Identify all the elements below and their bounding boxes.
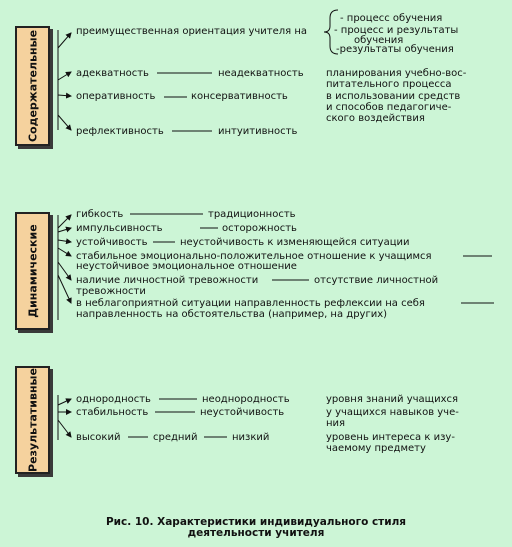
trait-text: неоднородность [202,394,290,405]
branch-arrow [58,72,71,80]
trait-text: в неблагоприятной ситуации направленность рефлексии на себя [76,298,425,309]
note-text: у учащихся навыков уче- [326,407,459,418]
trait-text: средний [153,432,198,443]
branch-arrow [58,228,71,232]
trait-text: неустойчивое эмоциональное отношение [76,261,297,272]
trait-text: стабильное эмоционально-положительное отношение к учащимся [76,251,432,262]
trait-text: устойчивость [76,237,148,248]
trait-text: неустойчивость [200,407,285,418]
branch-arrow [58,215,71,228]
note-text: ского воздействия [326,113,425,124]
trait-text: гибкость [76,209,124,220]
trait-text: традиционность [208,209,296,220]
trait-text: низкий [232,432,270,443]
branch-arrow [58,33,71,48]
note-text: и способов педагогиче- [326,102,452,113]
section-label-box [15,212,50,330]
branch-arrow [58,420,71,437]
section-label-box [15,26,50,146]
brace-item: - процесс обучения [340,13,443,24]
figure-caption: Рис. 10. Характеристики индивидуального стиля [105,516,407,528]
trait-text: консервативность [191,91,288,102]
brace-item: -результаты обучения [336,44,454,55]
trait-text: неадекватность [218,68,304,79]
brace-item: обучения [354,35,404,46]
trait-text: неустойчивость к изменяющейся ситуации [180,237,410,248]
brace-item: - процесс и результаты [334,25,459,36]
note-text: уровень интереса к изу- [326,432,455,443]
trait-text: стабильность [76,407,149,418]
trait-text: адекватность [76,68,149,79]
branch-arrow [58,399,71,405]
section-label-box [15,366,50,474]
trait-text: отсутствие личностной [314,275,439,286]
figure-caption: деятельности учителя [187,527,325,539]
trait-text: однородность [76,394,151,405]
branch-arrow [58,248,71,256]
note-text: питательного процесса [326,79,452,90]
trait-text: тревожности [76,286,146,297]
note-text: ния [326,418,346,429]
note-text: уровня знаний учащихся [326,394,459,405]
note-text: чаемому предмету [326,443,426,454]
trait-text: преимущественная ориентация учителя на [76,26,308,37]
trait-text: наличие личностной тревожности [76,275,259,286]
branch-arrow [58,262,71,280]
branch-arrow [58,95,71,96]
branch-arrow [58,275,71,303]
trait-text: высокий [76,432,121,443]
trait-text: оперативность [76,91,156,102]
trait-text: осторожность [222,223,297,234]
trait-text: рефлективность [76,126,164,137]
section-label: Динамические [26,224,39,318]
branch-arrow [58,240,71,242]
note-text: планирования учебно-вос- [326,68,467,79]
trait-text: интуитивность [218,126,298,137]
section-label: Содержательные [26,29,39,143]
note-text: в использовании средств [326,91,461,102]
trait-text: импульсивность [76,223,163,234]
trait-text: направленность на обстоятельства (например, на других) [76,309,388,320]
branch-arrow [58,115,71,130]
section-label: Результативные [26,368,39,472]
